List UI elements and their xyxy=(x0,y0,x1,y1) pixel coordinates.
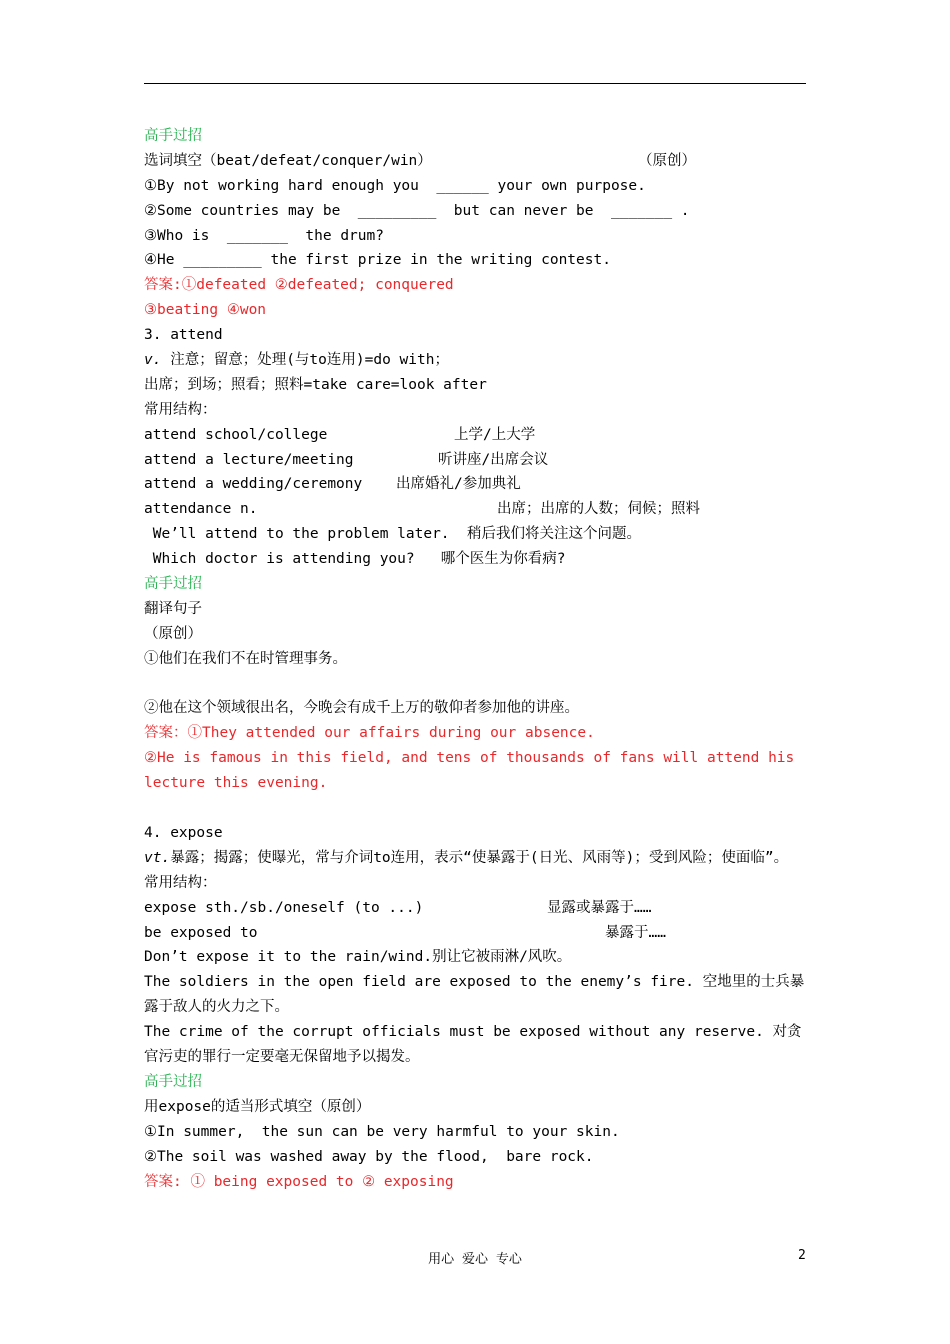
structure-en: attend a wedding/ceremony xyxy=(144,476,363,493)
structure-en: attendance n. xyxy=(144,501,258,518)
answer-line-2: ③beating ④won xyxy=(144,302,267,319)
structure-row xyxy=(144,921,809,946)
answer-line-1: 答案:①defeated ②defeated; conquered xyxy=(144,277,454,294)
question-2: ②他在这个领域很出名，今晚会有成千上万的敬仰者参加他的讲座。 xyxy=(144,700,579,717)
page-content xyxy=(144,124,809,1194)
blank-line xyxy=(144,796,809,821)
practice-heading: 高手过招 xyxy=(144,576,202,593)
answer-line-2: ②He is famous in this field, and tens of thousands of fans will attend his lecture this evening. xyxy=(144,750,795,792)
practice-instruction: 选词填空（beat/defeat/conquer/win） xyxy=(144,152,432,169)
practice-source: （原创） xyxy=(144,625,202,642)
structure-zh: 上学/上大学 xyxy=(454,426,536,443)
question-1: ①他们在我们不在时管理事务。 xyxy=(144,650,347,667)
section-title-expose: 4. expose xyxy=(144,824,223,841)
structure-zh: 暴露于…… xyxy=(605,924,666,941)
footer-motto: 用心 爱心 专心 xyxy=(428,1252,522,1267)
example-sentence: Don’t expose it to the rain/wind.别让它被雨淋/风吹。 xyxy=(144,949,572,966)
attend-meaning-2: 出席；到场；照看；照料=take care=look after xyxy=(144,376,487,393)
header-rule xyxy=(144,83,806,84)
expose-meaning xyxy=(144,846,809,871)
part-of-speech: vt. xyxy=(144,849,171,866)
structure-zh: 出席婚礼/参加典礼 xyxy=(396,476,521,493)
practice-heading: 高手过招 xyxy=(144,1073,202,1090)
structure-zh: 显露或暴露于…… xyxy=(547,899,652,916)
part-of-speech: v. xyxy=(144,352,162,369)
practice-source: （原创） xyxy=(638,152,696,169)
example-sentence: The crime of the corrupt officials must be exposed without any reserve. 对贪官污吏的罪行一定要毫无保留地予以揭发。 xyxy=(144,1024,802,1066)
example-sentence: Which doctor is attending you? 哪个医生为你看病? xyxy=(144,551,566,568)
question-2: ②The soil was washed away by the flood, bare rock. xyxy=(144,1148,594,1165)
practice-instruction: 用expose的适当形式填空（原创） xyxy=(144,1098,371,1115)
structure-row xyxy=(144,497,809,522)
structure-en: attend a lecture/meeting xyxy=(144,451,354,468)
expose-meaning-text: 暴露；揭露；使曝光，常与介词to连用，表示“使暴露于(日光、风雨等)；受到风险；使面临”。 xyxy=(170,849,789,866)
structure-row xyxy=(144,896,809,921)
structure-row xyxy=(144,472,809,497)
attend-meaning-1-text: 注意；留意；处理(与to连用)=do with； xyxy=(161,352,449,369)
answer-line: 答案: ① being exposed to ② exposing xyxy=(144,1173,454,1190)
structure-row xyxy=(144,448,809,473)
structure-en: be exposed to xyxy=(144,924,258,941)
question-3: ③Who is _______ the drum? xyxy=(144,227,384,244)
question-4: ④He _________ the first prize in the writing contest. xyxy=(144,252,611,269)
example-sentence: The soldiers in the open field are exposed to the enemy’s fire. 空地里的士兵暴露于敌人的火力之下。 xyxy=(144,974,805,1016)
practice-instruction-row xyxy=(144,149,809,174)
section-title-attend: 3. attend xyxy=(144,327,223,344)
structures-label: 常用结构： xyxy=(144,874,217,891)
structure-en: expose sth./sb./oneself (to ...) xyxy=(144,899,424,916)
structures-label: 常用结构： xyxy=(144,401,217,418)
question-2: ②Some countries may be _________ but can never be _______ . xyxy=(144,202,690,219)
practice-instruction: 翻译句子 xyxy=(144,600,202,617)
practice-heading: 高手过招 xyxy=(144,128,202,144)
structure-row xyxy=(144,423,809,448)
page-number: 2 xyxy=(798,1248,806,1263)
question-1: ①By not working hard enough you ______ your own purpose. xyxy=(144,177,646,194)
example-sentence: We’ll attend to the problem later. 稍后我们将关注这个问题。 xyxy=(144,526,641,543)
blank-line xyxy=(144,672,809,697)
structure-zh: 听讲座/出席会议 xyxy=(438,451,549,468)
question-1: ①In summer, the sun can be very harmful to your skin. xyxy=(144,1123,620,1140)
structure-zh: 出席；出席的人数；伺候；照料 xyxy=(497,501,700,518)
answer-line-1: 答案：①They attended our affairs during our absence. xyxy=(144,725,595,742)
attend-meaning-1 xyxy=(144,348,809,373)
structure-en: attend school/college xyxy=(144,426,328,443)
